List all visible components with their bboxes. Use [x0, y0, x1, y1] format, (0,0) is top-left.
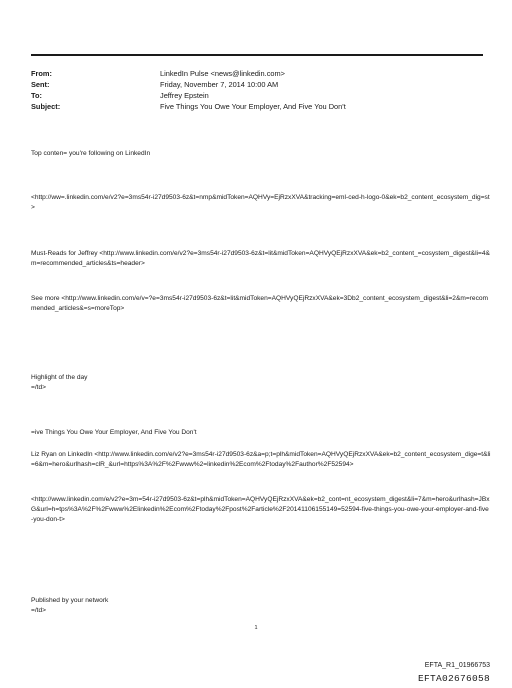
- to-row: [31, 90, 346, 101]
- author-paragraph: Liz Ryan on LinkedIn <http://www.linkedin.com/e/v2?e=3ms54r-i27d9503-6z&a=p;t=plh&midToken=AQHVyQEjRzxXVA&ek=b2_content_ecosystem_dige=t&li=6&m=hero&urlhash=clR_&url=https%3A%2F%2Fwww%2=linkedin%2Ecom%2Ftoday%2Fauthor%2F52594>: [31, 451, 491, 468]
- from-value: LinkedIn Pulse <news@linkedin.com>: [160, 69, 286, 78]
- sent-label: Sent:: [31, 80, 50, 89]
- sent-value: Friday, November 7, 2014 10:00 AM: [160, 80, 279, 89]
- to-label: To:: [31, 91, 42, 100]
- subject-row: [31, 101, 346, 112]
- subject-label: Subject:: [31, 102, 61, 111]
- network-td-marker: =/td>: [31, 607, 47, 614]
- see-more-paragraph: See more <http://www.linkedin.com/e/v=?e=3ms54r-i27d9503-6z&t=lit&midToken=AQHVyQEjRzxXVA&ek=3Db2_content_ecosystem_digest&li=2&m=recommended_articles&=s=moreTop>: [31, 295, 489, 312]
- bates-number-large: EFTA02676058: [417, 673, 490, 684]
- intro-paragraph: Top conten= you're following on LinkedIn: [31, 150, 151, 157]
- from-row: [31, 68, 346, 79]
- article-title: =ive Things You Owe Your Employer, And Five You Don't: [31, 429, 197, 436]
- bates-number-small: EFTA_R1_01966753: [424, 662, 490, 669]
- to-value: Jeffrey Epstein: [160, 91, 209, 100]
- page-number: 1: [254, 625, 258, 631]
- sent-row: [31, 79, 346, 90]
- header-rule: [31, 54, 483, 56]
- highlight-td-marker: =/td>: [31, 384, 47, 391]
- network-label: Published by your network: [31, 597, 109, 604]
- from-label: From:: [31, 69, 52, 78]
- subject-value: Five Things You Owe Your Employer, And Five You Don't: [160, 102, 346, 111]
- email-header: [31, 68, 346, 112]
- must-reads-paragraph: Must-Reads for Jeffrey <http://www.linkedin.com/e/v2?e=3ms54r-i27d9503-6z&t=lit&midToken=AQHVyQEjRzxXVA&ek=b2_content_=cosystem_digest&li=4&m=recommended_articles&ts=header>: [31, 250, 490, 267]
- logo-link-paragraph: <http://ww=.linkedin.com/e/v2?e=3ms54r-i27d9503-6z&t=nmp&midToken=AQHVy=EjRzxXVA&tracking=eml-ced-h-logo-0&ek=b2_content_ecosystem_dig=st>: [31, 194, 490, 211]
- highlight-label: Highlight of the day: [31, 374, 88, 381]
- article-link-paragraph: <http://www.linkedin.com/e/v2?e=3m=54r-i27d9503-6z&t=plh&midToken=AQHVyQEjRzxXVA&ek=b2_cont=nt_ecosystem_digest&li=7&m=hero&urlhash=JBxG&url=h=tps%3A%2F%2Fwww%2Elinkedin%2Ecom%2Ftoday%2Fpost%2Farticle%2F20141106155149=52594-five-things-you-owe-your-employer-and-five-you-don-t>: [31, 496, 490, 523]
